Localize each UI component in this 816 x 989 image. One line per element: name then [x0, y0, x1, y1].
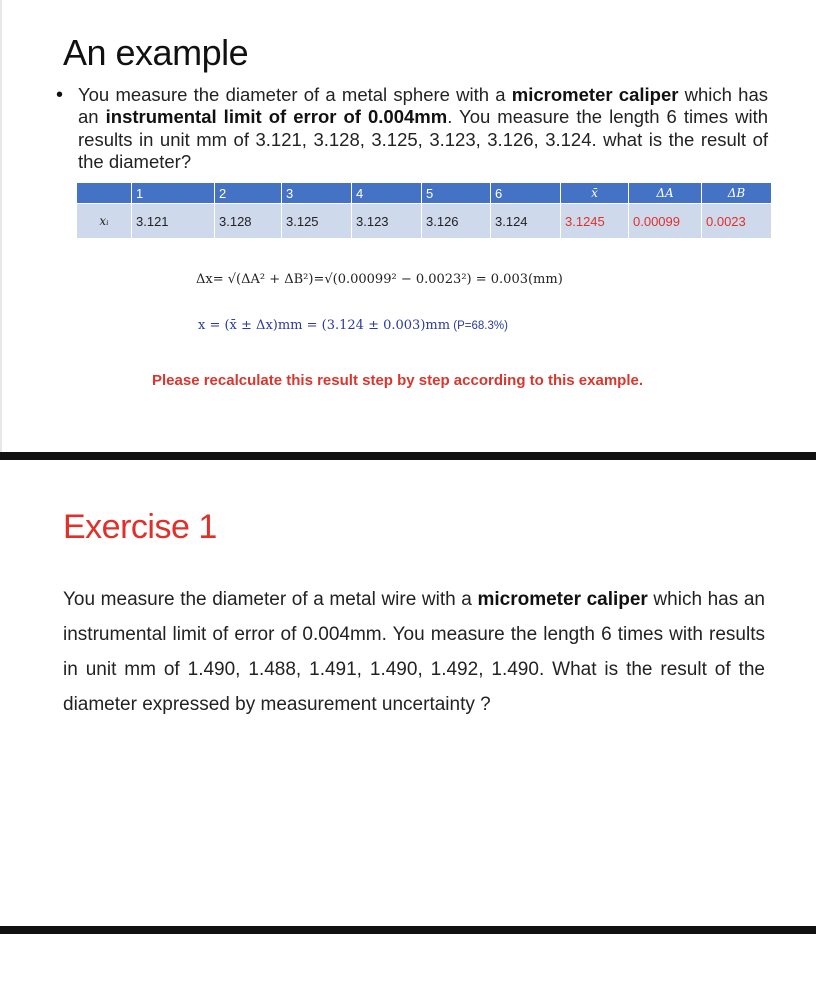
delta-a-cell: 0.00099	[629, 204, 702, 239]
problem-part: which has an	[78, 84, 769, 128]
bottom-strip	[0, 934, 816, 989]
value-cell: 3.125	[282, 204, 352, 239]
divider	[0, 452, 816, 460]
exercise-bold: micrometer caliper	[477, 589, 648, 610]
value-cell: 3.126	[422, 204, 491, 239]
value-cell: 3.123	[352, 204, 422, 239]
exercise-part: which has an instrumental limit of error of 0.004mm. You measure the length 6 times with results in unit mm of 1.490, 1.488, 1.491, 1.490, 1.492, 1.490. What is the result of the diameter expressed by measurement uncertainty ?	[63, 589, 765, 715]
header-cell: 1	[132, 183, 215, 204]
result-formula	[198, 318, 508, 333]
value-cell: 3.124	[491, 204, 561, 239]
header-cell: 3	[282, 183, 352, 204]
value-cell: 3.121	[132, 204, 215, 239]
header-cell: 4	[352, 183, 422, 204]
row-label: xᵢ	[77, 204, 132, 239]
exercise-part: You measure the diameter of a metal wire with a	[63, 589, 478, 610]
problem-text	[78, 84, 768, 174]
uncertainty-formula: Δx= √(ΔA² + ΔB²)=√(0.00099² − 0.0023²) = 0.003(mm)	[196, 272, 563, 287]
slide-edge	[0, 0, 2, 452]
header-cell: 2	[215, 183, 282, 204]
recalculate-note: Please recalculate this result step by step according to this example.	[152, 372, 644, 389]
table-row	[77, 204, 772, 239]
problem-bullet	[56, 84, 768, 174]
header-cell-delta-a: ΔA	[629, 183, 702, 204]
result-probability: (P=68.3%)	[450, 320, 508, 332]
delta-b-cell: 0.0023	[702, 204, 772, 239]
header-cell: 5	[422, 183, 491, 204]
mean-cell: 3.1245	[561, 204, 629, 239]
problem-part: . You measure the length 6 times with results in unit mm of 3.121, 3.128, 3.125, 3.123, 3.126, 3.124. what is the result of the diameter?	[78, 106, 769, 173]
header-cell-mean: x̄	[561, 183, 629, 204]
bullet-icon: •	[56, 84, 64, 106]
exercise-title: Exercise 1	[63, 508, 217, 546]
header-cell: 6	[491, 183, 561, 204]
problem-part: You measure the diameter of a metal sphere with a	[78, 84, 512, 105]
problem-red-value: 0.004mm	[368, 106, 448, 128]
header-cell	[77, 183, 132, 204]
measurement-table	[76, 182, 772, 239]
table-header-row	[77, 183, 772, 204]
problem-bold: instrumental limit of error of	[105, 106, 368, 128]
result-formula-main: x = (x̄ ± Δx)mm = (3.124 ± 0.003)mm	[198, 318, 451, 333]
value-cell: 3.128	[215, 204, 282, 239]
example-slide	[0, 0, 816, 452]
divider	[0, 926, 816, 934]
header-cell-delta-b: ΔB	[702, 183, 772, 204]
problem-bold: micrometer caliper	[511, 84, 679, 105]
example-title: An example	[63, 32, 249, 73]
exercise-text	[63, 582, 765, 722]
